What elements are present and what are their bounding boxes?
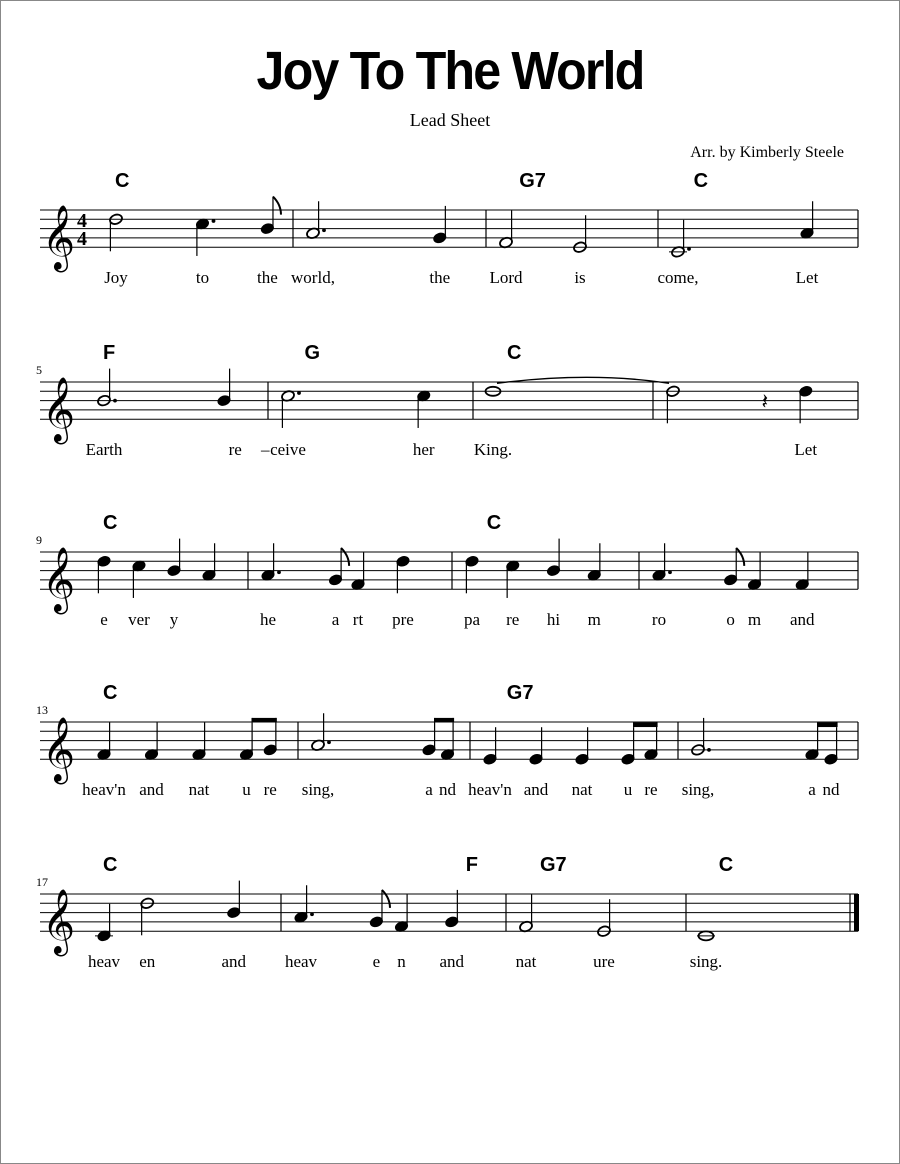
eighth-flag bbox=[341, 548, 349, 566]
song-title: Joy To The World bbox=[256, 41, 644, 101]
lyric-syllable: ure bbox=[593, 952, 615, 972]
lyric-syllable: Joy bbox=[104, 268, 128, 288]
augmentation-dot bbox=[277, 570, 281, 574]
eighth-flag bbox=[273, 197, 281, 215]
chord-symbol: C bbox=[103, 854, 118, 876]
lyric-syllable: to bbox=[195, 268, 210, 288]
treble-clef-icon: 𝄞 bbox=[42, 547, 76, 613]
chord-symbol: C bbox=[486, 512, 502, 534]
lyric-syllable: nat bbox=[571, 780, 593, 800]
lyric-syllable: and bbox=[139, 780, 164, 800]
lyric-syllable: – bbox=[260, 440, 270, 460]
augmentation-dot bbox=[327, 740, 331, 744]
arranger-credit: Arr. by Kimberly Steele bbox=[690, 144, 844, 161]
lyric-syllable: sing. bbox=[689, 952, 723, 972]
lyric-syllable: re bbox=[644, 780, 658, 800]
measure-number: 9 bbox=[36, 533, 42, 547]
lyric-syllable: a bbox=[808, 780, 816, 800]
augmentation-dot bbox=[212, 219, 216, 223]
augmentation-dot bbox=[687, 247, 691, 251]
staff-system bbox=[40, 170, 858, 287]
lyric-syllable: Let bbox=[795, 268, 819, 288]
lyric-syllable: e bbox=[372, 952, 381, 972]
lyric-syllable: nd bbox=[822, 780, 840, 800]
lyric-syllable: and bbox=[221, 952, 247, 972]
lyric-syllable: ro bbox=[651, 610, 667, 630]
lyric-syllable: he bbox=[259, 610, 277, 630]
lyric-syllable: Lord bbox=[489, 268, 523, 288]
eighth-beam bbox=[634, 723, 658, 728]
lyric-syllable: en bbox=[139, 952, 156, 972]
lyric-syllable: heav bbox=[87, 952, 121, 972]
lyric-syllable: hi bbox=[546, 610, 561, 630]
lyric-syllable: ver bbox=[128, 610, 150, 630]
lyric-syllable: pa bbox=[463, 610, 481, 630]
chord-symbol: G7 bbox=[506, 682, 534, 704]
treble-clef-icon: 𝄞 bbox=[42, 717, 76, 783]
lyric-syllable: n bbox=[397, 952, 406, 972]
lyric-syllable: a bbox=[425, 780, 433, 800]
lyric-syllable: the bbox=[429, 268, 451, 288]
lyric-syllable: sing, bbox=[301, 780, 335, 800]
lyric-syllable: o bbox=[726, 610, 735, 630]
lyric-syllable: Let bbox=[794, 440, 818, 460]
augmentation-dot bbox=[668, 570, 672, 574]
eighth-flag bbox=[736, 548, 744, 566]
time-signature: 4 bbox=[77, 228, 87, 250]
augmentation-dot bbox=[297, 391, 301, 395]
augmentation-dot bbox=[322, 228, 326, 232]
lyric-syllable: is bbox=[574, 268, 586, 288]
lyric-syllable: heav'n bbox=[82, 780, 126, 800]
staff-system bbox=[36, 682, 858, 799]
lyric-syllable: pre bbox=[392, 610, 414, 630]
lyric-syllable: world, bbox=[291, 268, 335, 288]
chord-symbol: G7 bbox=[519, 170, 546, 192]
subtitle: Lead Sheet bbox=[409, 110, 491, 130]
staff-system bbox=[36, 512, 858, 629]
chord-symbol: F bbox=[465, 854, 478, 876]
lyric-syllable: u bbox=[242, 780, 251, 800]
lyric-syllable: nd bbox=[439, 780, 456, 800]
chord-symbol: C bbox=[718, 854, 734, 876]
chord-symbol: G bbox=[304, 342, 321, 364]
augmentation-dot bbox=[113, 399, 117, 403]
eighth-flag bbox=[382, 890, 390, 908]
eighth-beam bbox=[435, 718, 455, 723]
chord-symbol: C bbox=[115, 170, 130, 192]
lyric-syllable: nat bbox=[515, 952, 537, 972]
lyric-syllable: King. bbox=[473, 440, 513, 460]
chord-symbol: F bbox=[103, 342, 116, 364]
augmentation-dot bbox=[707, 748, 711, 752]
chord-symbol: C bbox=[103, 512, 118, 534]
lyric-syllable: heav bbox=[284, 952, 318, 972]
measure-number: 17 bbox=[36, 875, 48, 889]
measure-number: 5 bbox=[36, 363, 42, 377]
lyric-syllable: sing, bbox=[681, 780, 715, 800]
chord-symbol: G7 bbox=[540, 854, 567, 876]
lyric-syllable: y bbox=[169, 610, 179, 630]
lyric-syllable: m bbox=[747, 610, 762, 630]
lyric-syllable: the bbox=[256, 268, 278, 288]
chord-symbol: C bbox=[507, 342, 522, 364]
lyric-syllable: e bbox=[100, 610, 108, 630]
lyric-syllable: re bbox=[228, 440, 242, 460]
lyric-syllable: ceive bbox=[270, 440, 306, 460]
chord-symbol: C bbox=[693, 170, 709, 192]
lyric-syllable: m bbox=[587, 610, 601, 630]
treble-clef-icon: 𝄞 bbox=[42, 205, 76, 271]
lyric-syllable: and bbox=[789, 610, 815, 630]
chord-symbol: C bbox=[103, 682, 118, 704]
lyric-syllable: nat bbox=[188, 780, 210, 800]
time-signature: 4 bbox=[77, 210, 87, 232]
eighth-beam bbox=[818, 723, 838, 728]
eighth-beam bbox=[252, 718, 277, 723]
lyric-syllable: heav'n bbox=[468, 780, 512, 800]
lyric-syllable: her bbox=[412, 440, 435, 460]
lyric-syllable: re bbox=[263, 780, 277, 800]
lyric-syllable: u bbox=[623, 780, 633, 800]
treble-clef-icon: 𝄞 bbox=[42, 377, 76, 443]
lyric-syllable: and bbox=[523, 780, 549, 800]
augmentation-dot bbox=[310, 912, 314, 916]
final-barline bbox=[854, 894, 859, 931]
lyric-syllable: re bbox=[506, 610, 520, 630]
treble-clef-icon: 𝄞 bbox=[42, 889, 76, 955]
lyric-syllable: a bbox=[331, 610, 340, 630]
staff-system bbox=[36, 342, 858, 459]
lyric-syllable: come, bbox=[657, 268, 699, 288]
quarter-rest: 𝄽 bbox=[761, 390, 769, 415]
measure-number: 13 bbox=[36, 703, 48, 717]
lyric-syllable: and bbox=[439, 952, 465, 972]
lyric-syllable: Earth bbox=[85, 440, 123, 460]
staff-system bbox=[36, 854, 859, 971]
lyric-syllable: rt bbox=[352, 610, 364, 630]
